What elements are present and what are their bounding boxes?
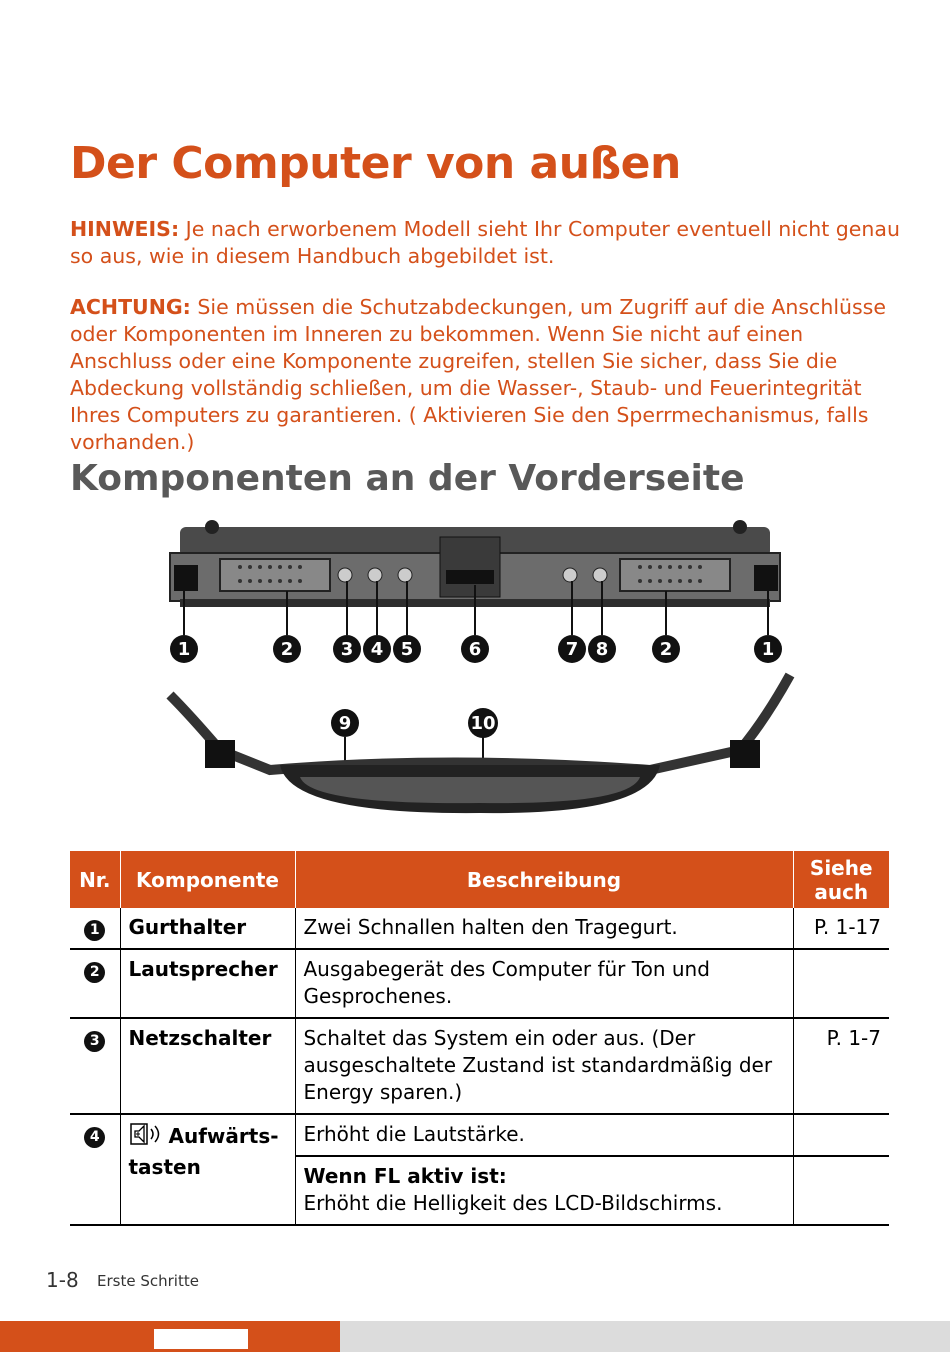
callout-5 bbox=[393, 635, 421, 663]
svg-text:5: 5 bbox=[400, 639, 414, 660]
component-name: Gurthalter bbox=[120, 908, 295, 949]
table-row bbox=[70, 1114, 889, 1156]
component-reference bbox=[793, 949, 889, 1018]
header-siehe-auch: Siehe auch bbox=[793, 851, 889, 908]
svg-text:2: 2 bbox=[659, 639, 673, 660]
svg-text:6: 6 bbox=[468, 639, 482, 660]
svg-text:8: 8 bbox=[595, 639, 609, 660]
hinweis-note bbox=[70, 216, 900, 270]
footer-white-tab bbox=[154, 1329, 248, 1349]
footer-gray-bar bbox=[340, 1321, 950, 1352]
fl-active-label: Wenn FL aktiv ist: bbox=[303, 1164, 507, 1188]
achtung-text: Sie müssen die Schutzabdeckungen, um Zugriff auf die Anschlüsse oder Komponenten im Inneren zu bekommen. Wenn Sie nicht auf einen Anschluss oder eine Komponente zugreifen, stellen Sie sicher, dass Sie die Abdeckung vollständig schließen, um die Wasser-, Staub- und Feuerintegrität Ihres Computers zu garantieren. ( Aktivieren Sie den Sperrmechanismus, falls vorhanden.) bbox=[70, 295, 886, 454]
svg-text:1: 1 bbox=[177, 639, 191, 660]
component-reference: P. 1-7 bbox=[793, 1018, 889, 1114]
callout-9 bbox=[331, 709, 359, 737]
callout-4 bbox=[363, 635, 391, 663]
component-description: Erhöht die Lautstärke. bbox=[295, 1114, 793, 1156]
svg-text:1: 1 bbox=[761, 639, 775, 660]
table-header-row bbox=[70, 851, 889, 908]
callout-1-left bbox=[170, 635, 198, 663]
achtung-note bbox=[70, 294, 900, 456]
row-number: 4 bbox=[84, 1127, 105, 1148]
svg-text:3: 3 bbox=[340, 639, 354, 660]
header-nr: Nr. bbox=[70, 851, 120, 908]
section-title: Komponenten an der Vorderseite bbox=[70, 458, 745, 499]
components-table bbox=[70, 851, 889, 1226]
callout-8 bbox=[588, 635, 616, 663]
table-row bbox=[70, 949, 889, 1018]
row-number: 2 bbox=[84, 962, 105, 983]
callout-6 bbox=[461, 635, 489, 663]
fl-active-description: Erhöht die Helligkeit des LCD-Bildschirms. bbox=[303, 1191, 723, 1215]
svg-text:7: 7 bbox=[565, 639, 579, 660]
page-title: Der Computer von außen bbox=[70, 138, 681, 189]
page-number: 1-8 bbox=[46, 1268, 79, 1292]
figure-callouts bbox=[170, 635, 782, 738]
component-reference: P. 1-17 bbox=[793, 908, 889, 949]
callout-2-right bbox=[652, 635, 680, 663]
table-row bbox=[70, 908, 889, 949]
volume-up-icon bbox=[129, 1121, 165, 1154]
component-reference bbox=[793, 1114, 889, 1156]
table-row bbox=[70, 1018, 889, 1114]
component-description: Ausgabegerät des Computer für Ton und Gesprochenes. bbox=[295, 949, 793, 1018]
svg-text:9: 9 bbox=[338, 713, 352, 734]
callout-2-left bbox=[273, 635, 301, 663]
component-name: Lautsprecher bbox=[120, 949, 295, 1018]
svg-text:2: 2 bbox=[280, 639, 294, 660]
footer-section: Erste Schritte bbox=[97, 1272, 199, 1290]
header-komponente: Komponente bbox=[120, 851, 295, 908]
achtung-label: ACHTUNG: bbox=[70, 295, 191, 319]
callout-1-right bbox=[754, 635, 782, 663]
callout-7 bbox=[558, 635, 586, 663]
component-name: Aufwärts-tasten bbox=[128, 1124, 279, 1179]
component-description: Zwei Schnallen halten den Tragegurt. bbox=[295, 908, 793, 949]
component-description: Schaltet das System ein oder aus. (Der ausgeschaltete Zustand ist standardmäßig der Energy sparen.) bbox=[295, 1018, 793, 1114]
callout-3 bbox=[333, 635, 361, 663]
header-beschreibung: Beschreibung bbox=[295, 851, 793, 908]
svg-text:4: 4 bbox=[370, 639, 384, 660]
svg-text:10: 10 bbox=[470, 713, 496, 734]
hinweis-label: HINWEIS: bbox=[70, 217, 180, 241]
row-number: 3 bbox=[84, 1031, 105, 1052]
callout-10 bbox=[468, 708, 498, 738]
component-name: Netzschalter bbox=[120, 1018, 295, 1114]
hinweis-text: Je nach erworbenem Modell sieht Ihr Computer eventuell nicht genau so aus, wie in diesem Handbuch abgebildet ist. bbox=[70, 217, 900, 268]
computer-front-figure bbox=[150, 515, 810, 825]
row-number: 1 bbox=[84, 920, 105, 941]
